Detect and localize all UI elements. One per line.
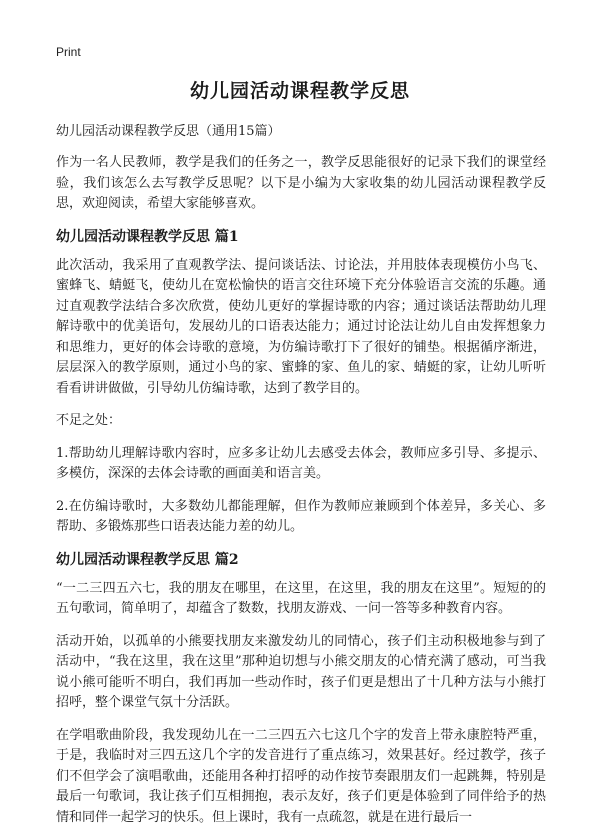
section-1-shortcomings-label: 不足之处： — [56, 413, 122, 428]
section-1-paragraph: 此次活动，我采用了直观教学法、提问谈话法、讨论法，并用肢体表现模仿小鸟飞、蜜蜂飞、蜻蜓飞，使幼儿在宽松愉快的语言交往环境下充分体验语言交流的乐趣。通过直观教学法结合多次欣赏，使幼儿更好的掌握诗歌的内容；通过谈话法帮助幼儿理解诗歌中的优美语句，发展幼儿的口语表达能力；通过讨论法让幼儿自由发挥想象力和思维力，更好的体会诗歌的意境，为仿编诗歌打下了很好的铺垫。根据循序渐进，层层深入的教学原则，通过小鸟的家、蜜蜂的家、鱼儿的家、蜻蜓的家，让幼儿听听看看讲讲做做，引导幼儿仿编诗歌，达到了教学目的。 — [56, 257, 546, 396]
section-heading-2: 幼儿园活动课程教学反思 篇2 — [56, 551, 239, 568]
section-heading-1: 幼儿园活动课程教学反思 篇1 — [56, 228, 239, 245]
section-1-point-2: 2.在仿编诗歌时，大多数幼儿都能理解，但作为教师应兼顾到个体差异，多关心、多帮助、多锻炼那些口语表达能力差的幼儿。 — [56, 498, 546, 534]
document-subtitle: 幼儿园活动课程教学反思（通用15篇） — [56, 124, 281, 139]
page-title: 幼儿园活动课程教学反思 — [189, 80, 410, 102]
section-2-paragraph-1: “一二三四五六七，我的朋友在哪里，在这里，在这里，我的朋友在这里”。短短的的五句歌词，简单明了，却蕴含了数数，找朋友游戏、一问一答等多种教育内容。 — [56, 580, 546, 616]
print-link[interactable]: Print — [56, 45, 81, 59]
section-1-point-1: 1.帮助幼儿理解诗歌内容时，应多多让幼儿去感受去体会，教师应多引导、多提示、多模仿，深深的去体会诗歌的画面美和语言美。 — [56, 445, 546, 481]
section-2-paragraph-2: 活动开始，以孤单的小熊要找朋友来激发幼儿的同情心，孩子们主动积极地参与到了活动中，“我在这里，我在这里”那种迫切想与小熊交朋友的心情充满了感动，可当我说小熊可能听不明白，我们再加一些动作时，孩子们更是想出了十几种方法与小熊打招呼，整个课堂气氛十分活跃。 — [56, 633, 546, 710]
section-2-paragraph-3: 在学唱歌曲阶段，我发现幼儿在一二三四五六七这几个字的发音上带永康腔特严重，于是，我临时对三四五这几个字的发音进行了重点练习，效果甚好。经过教学，孩子们不但学会了演唱歌曲，还能用各种打招呼的动作按节奏跟朋友们一起跳舞，特别是最后一句歌词，我让孩子们互相拥抱，表示友好，孩子们更是体验到了同伴给予的热情和同伴一起学习的快乐。但上课时，我有一点疏忽，就是在进行最后一 — [56, 727, 546, 825]
intro-paragraph: 作为一名人民教师，教学是我们的任务之一，教学反思能很好的记录下我们的课堂经验，我们该怎么去写教学反思呢？以下是小编为大家收集的幼儿园活动课程教学反思，欢迎阅读，希望大家能够喜欢。 — [56, 155, 546, 211]
document-body — [56, 122, 546, 840]
